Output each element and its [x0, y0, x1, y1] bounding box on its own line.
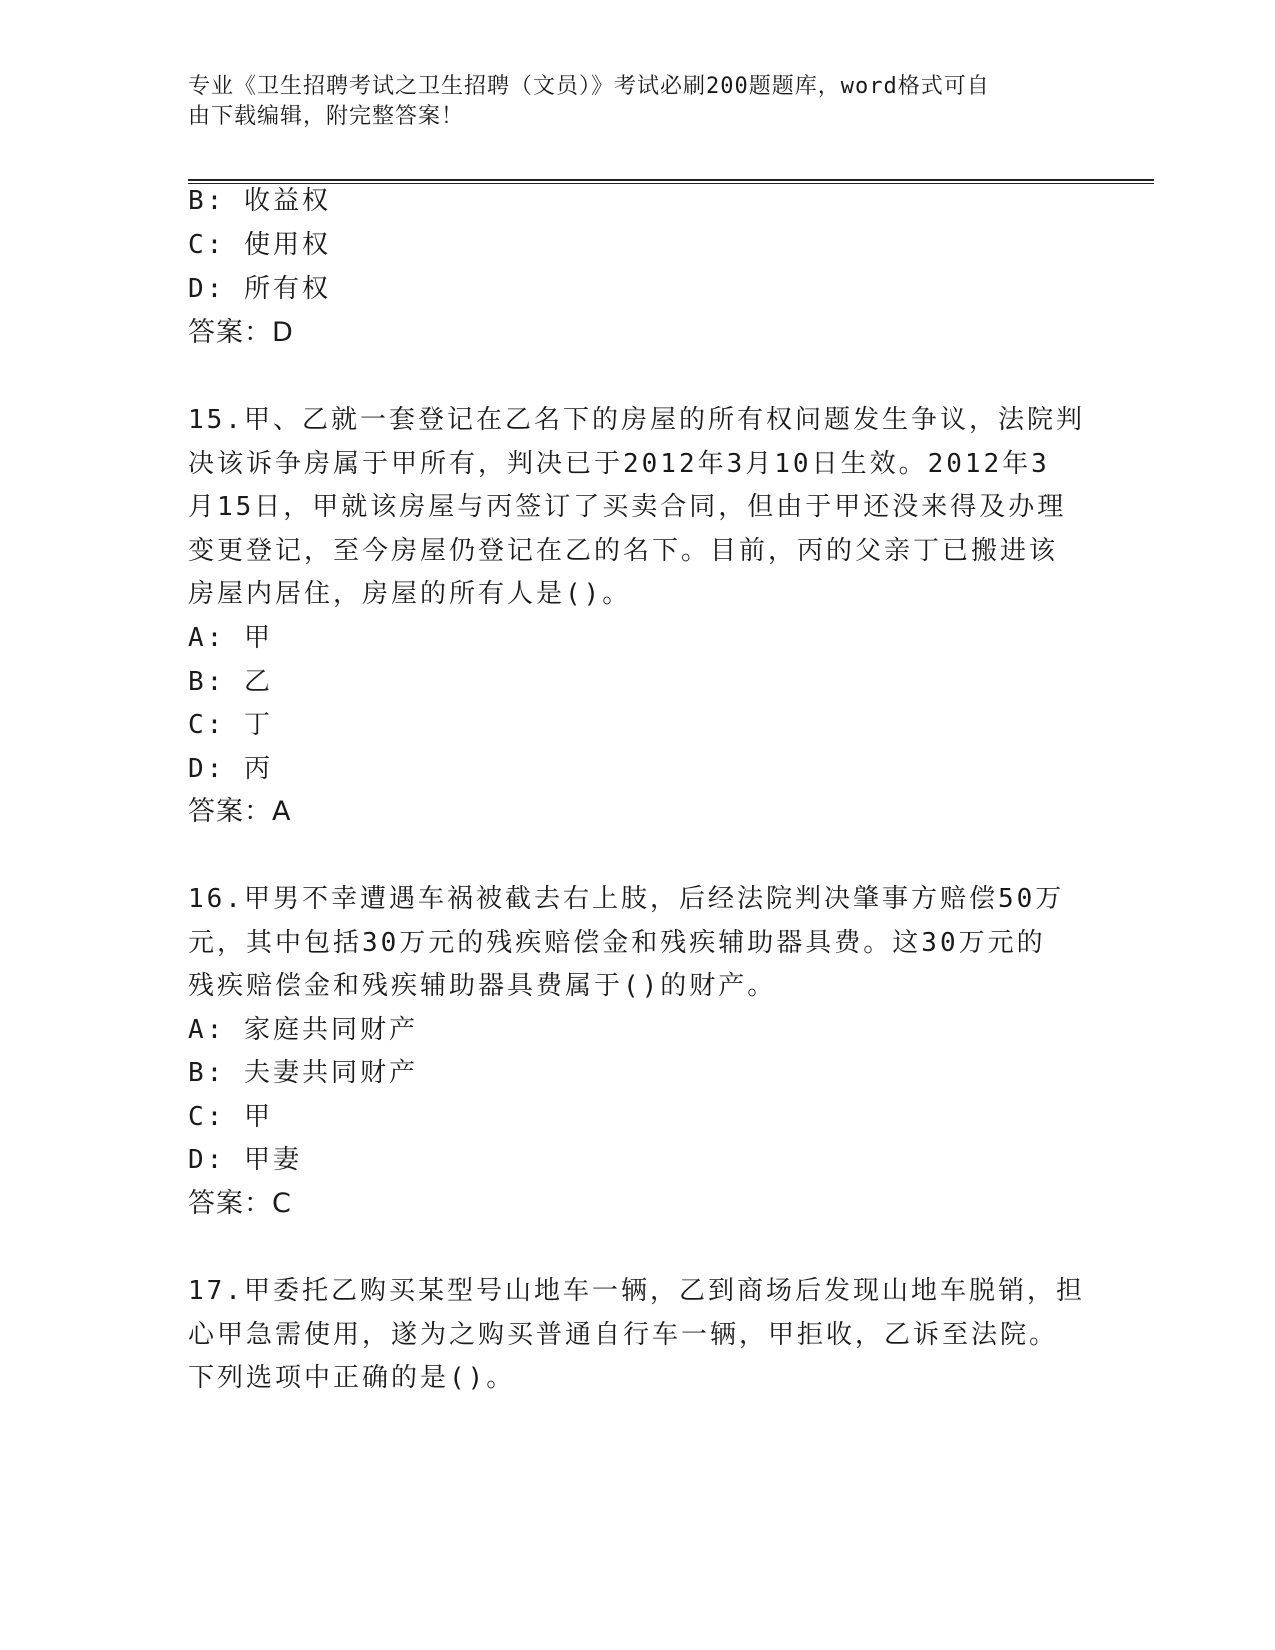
q16-option-d: D: 甲妻: [188, 1145, 302, 1175]
q15-option-c: C: 丁: [188, 710, 273, 740]
q16-option-b: B: 夫妻共同财产: [188, 1058, 418, 1088]
q17-text-line-2: 心甲急需使用，遂为之购买普通自行车一辆，甲拒收，乙诉至法院。: [188, 1320, 1059, 1350]
q15-text-line-1: 15.甲、乙就一套登记在乙名下的房屋的所有权问题发生争议，法院判: [188, 405, 1085, 435]
header-line-2: 由下载编辑，附完整答案！: [188, 104, 465, 129]
q17-text-line-3: 下列选项中正确的是()。: [188, 1363, 516, 1393]
q15-option-a: A: 甲: [188, 623, 273, 653]
document-header: [188, 72, 1068, 132]
header-divider-thin: [188, 183, 1154, 184]
q16-option-a: A: 家庭共同财产: [188, 1015, 418, 1045]
q15-text-line-2: 决该诉争房属于甲所有，判决已于2012年3月10日生效。2012年3: [188, 449, 1050, 479]
q16-answer: 答案：C: [188, 1188, 292, 1219]
q15-option-d: D: 丙: [188, 754, 273, 784]
q14-option-b: B: 收益权: [188, 186, 331, 216]
q15-option-b: B: 乙: [188, 667, 273, 697]
q14-option-c: C: 使用权: [188, 230, 331, 260]
q16-text-line-3: 残疾赔偿金和残疾辅助器具费属于()的财产。: [188, 971, 777, 1001]
q15-text-line-3: 月15日，甲就该房屋与丙签订了买卖合同，但由于甲还没来得及办理: [188, 492, 1067, 522]
q15-answer: 答案：A: [188, 796, 292, 827]
q16-option-c: C: 甲: [188, 1102, 273, 1132]
q15-text-line-5: 房屋内居住，房屋的所有人是()。: [188, 579, 632, 609]
q17-text-line-1: 17.甲委托乙购买某型号山地车一辆，乙到商场后发现山地车脱销，担: [188, 1276, 1085, 1306]
header-line-1: 专业《卫生招聘考试之卫生招聘（文员）》考试必刷200题题库，word格式可自: [188, 74, 990, 99]
q14-option-d: D: 所有权: [188, 274, 331, 304]
q15-text-line-4: 变更登记，至今房屋仍登记在乙的名下。目前，丙的父亲丁已搬进该: [188, 536, 1059, 566]
q16-text-line-2: 元，其中包括30万元的残疾赔偿金和残疾辅助器具费。这30万元的: [188, 928, 1046, 958]
header-divider-thick: [188, 179, 1154, 181]
q14-answer: 答案：D: [188, 317, 294, 348]
q16-text-line-1: 16.甲男不幸遭遇车祸被截去右上肢，后经法院判决肇事方赔偿50万: [188, 884, 1065, 914]
